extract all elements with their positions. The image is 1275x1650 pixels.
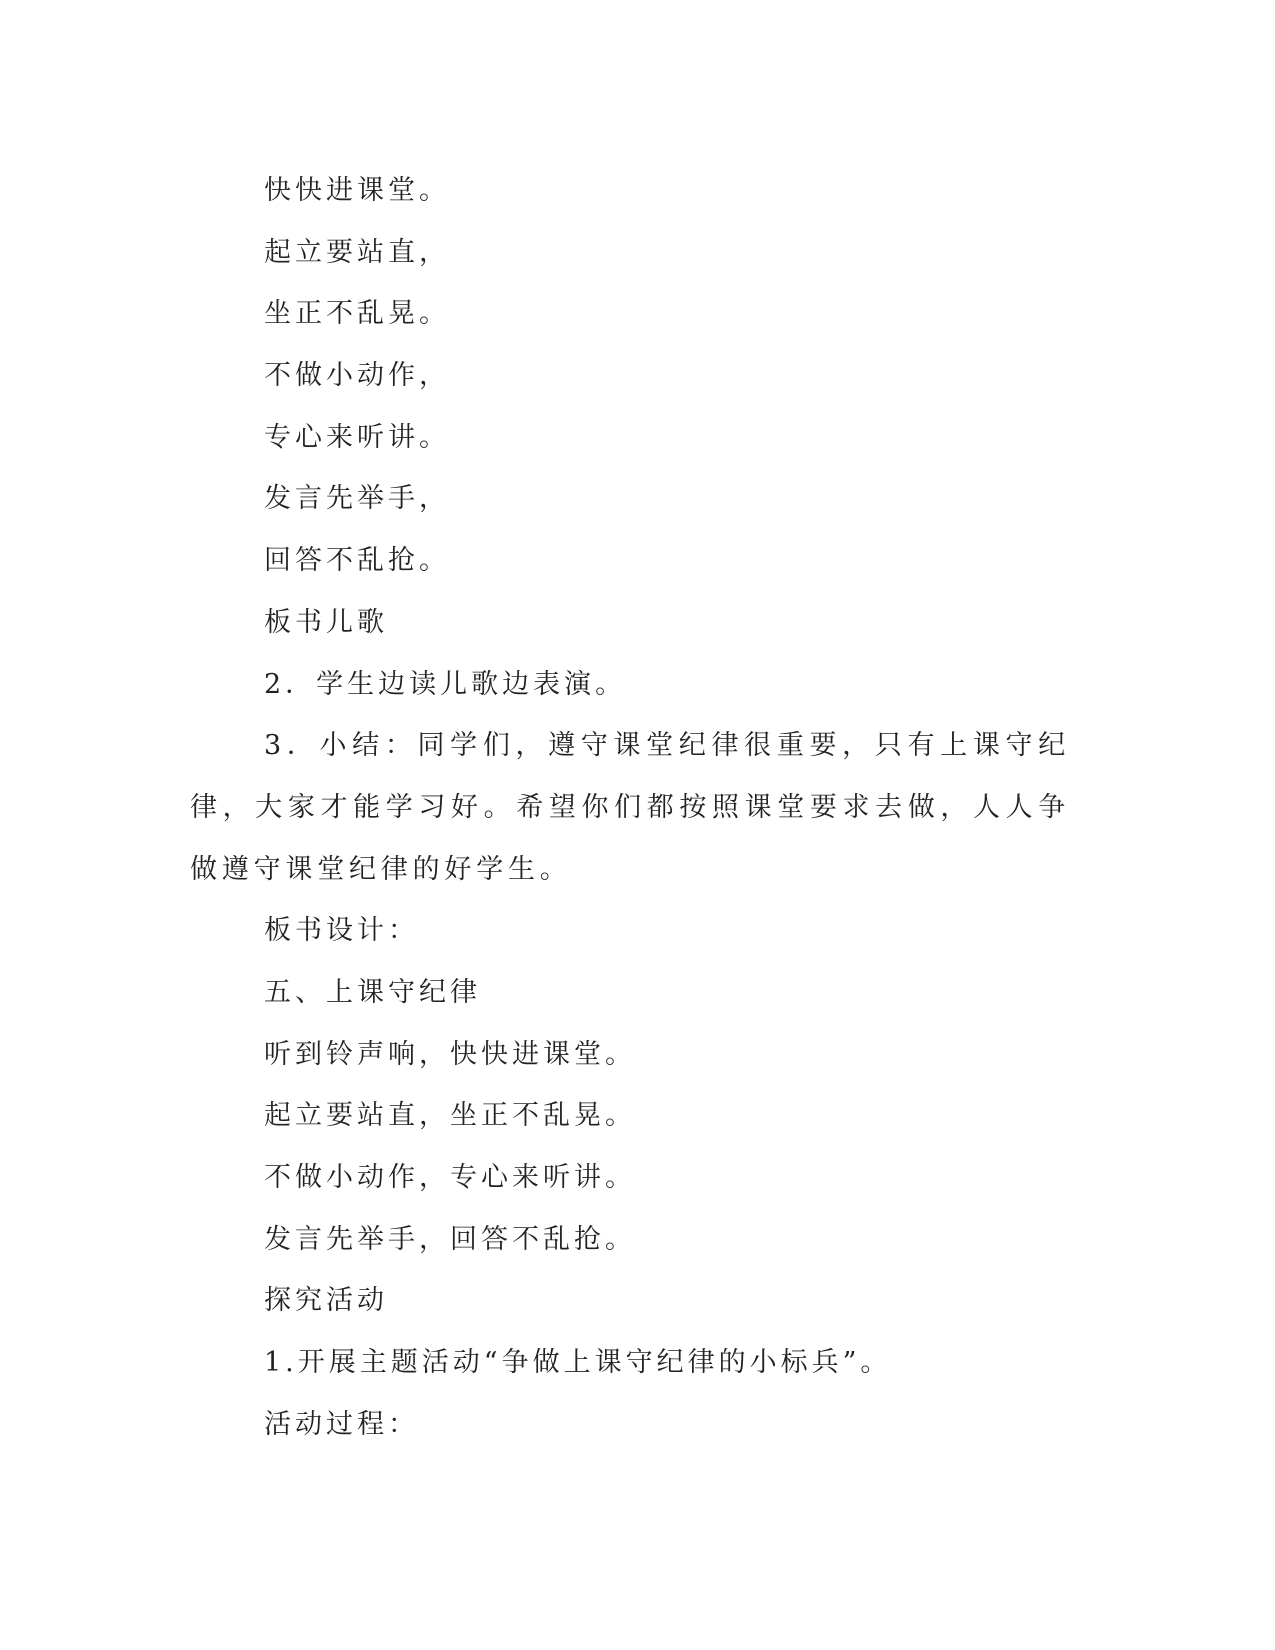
rhyme-line: 不做小动作， — [264, 360, 450, 392]
rhyme-line: 快快进课堂。 — [264, 175, 450, 206]
activity-process-heading: 活动过程： — [264, 1408, 419, 1440]
document-body — [190, 160, 1070, 1455]
blackboard-line: 听到铃声响，快快进课堂。 — [264, 1038, 636, 1070]
rhyme-line: 发言先举手， — [264, 483, 450, 515]
lesson-title: 五、上课守纪律 — [264, 976, 481, 1008]
blackboard-line: 起立要站直，坐正不乱晃。 — [264, 1100, 636, 1132]
step-2-text: 2．学生边读儿歌边表演。 — [264, 668, 627, 700]
blackboard-line: 发言先举手，回答不乱抢。 — [264, 1223, 636, 1255]
blackboard-design-heading: 板书设计： — [264, 915, 419, 947]
rhyme-line: 回答不乱抢。 — [264, 545, 450, 577]
blackboard-line: 不做小动作，专心来听讲。 — [264, 1162, 636, 1194]
activity-item-1: 1.开展主题活动“争做上课守纪律的小标兵”。 — [264, 1347, 892, 1379]
summary-paragraph: 3．小结：同学们，遵守课堂纪律很重要，只有上课守纪律，大家才能学习好。希望你们都按照课堂要求去做，人人争做遵守课堂纪律的好学生。 — [190, 730, 1070, 885]
rhyme-line: 起立要站直， — [264, 236, 450, 268]
rhyme-line: 专心来听讲。 — [264, 421, 450, 453]
inquiry-activity-heading: 探究活动 — [264, 1285, 388, 1317]
blackboard-rhyme-heading: 板书儿歌 — [264, 606, 388, 638]
rhyme-line: 坐正不乱晃。 — [264, 298, 450, 330]
